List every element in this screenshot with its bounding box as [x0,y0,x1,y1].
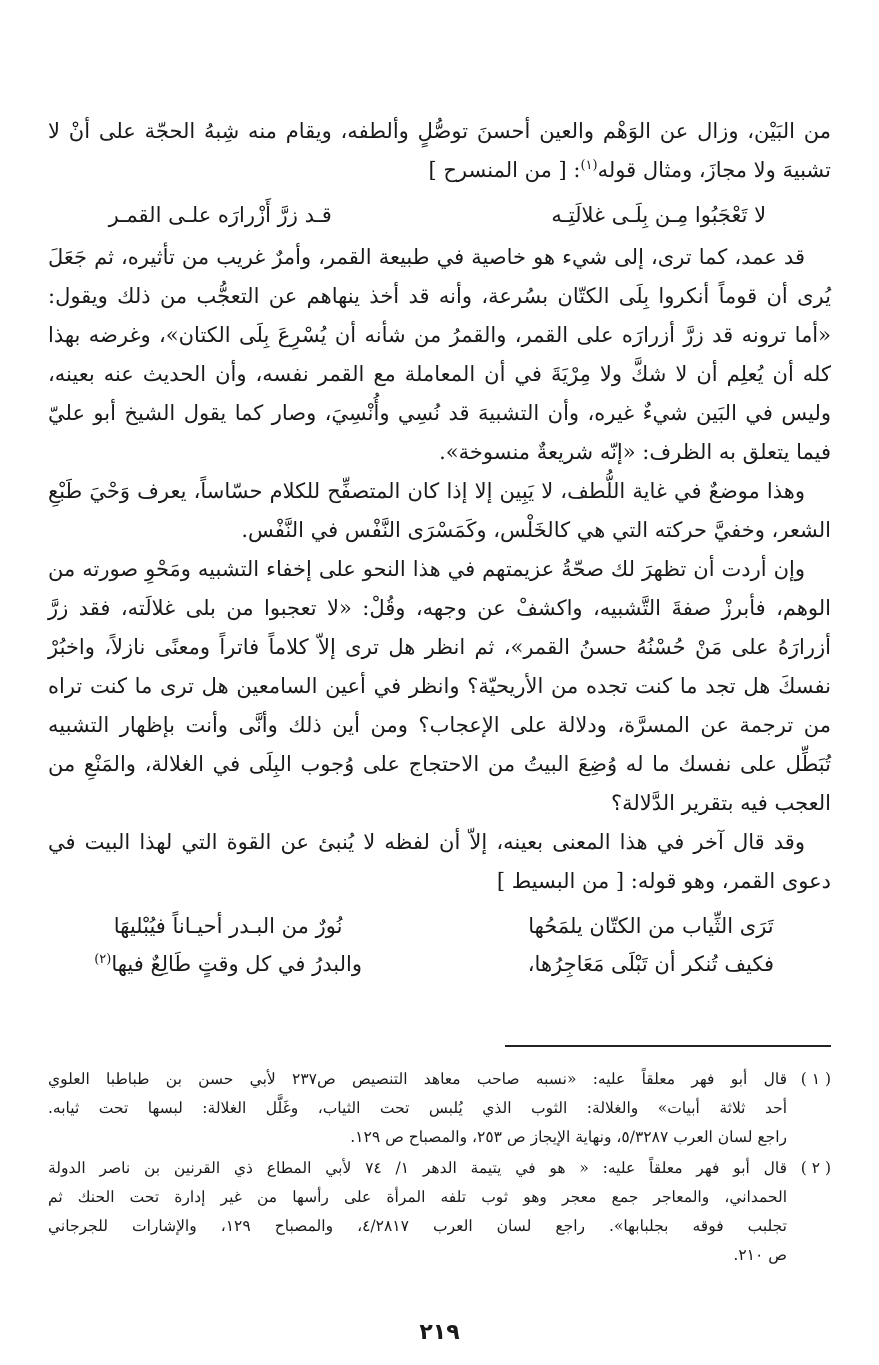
footnote-number: ( ١ ) [800,1070,831,1088]
footnote-line: أحد ثلاثة أبيات» والغلالة: الثوب الذي يُلبس تحت الثياب، وغَلَّل الغلالة: لبسها تحت ثيابه. [48,1099,787,1117]
footnote-number: ( ٢ ) [800,1159,831,1177]
paragraph-2: قد عمد، كما ترى، إلى شيء هو خاصية في طبيعة القمر، وأمرٌ غريب من تأثيره، ثم جَعَلَ يُرى أن قوماً أنكروا بِلَى الكتّان بسُرعة، وأنه قد أخذ ينهاهم عن التعجُّب من ذلك ويقول: «أما ترونه قد زرَّ أزرارَه على القمر، والقمرُ من شأنه أن يُسْرِعَ بِلَى الكتان»، وغرضه بهذا كله أن يُعلِم أن لا شكَّ ولا مِرْيَةَ في أن المعاملة مع القمر نفسه، وأن الحديث عنه بعينه، وليس في البَين شيءٌ غيره، وأن التشبيهَ قد نُسِي وأُنْسِيَ، وصار كما يقول الشيخ أبو عليّ فيما يتعلق به الظرف: «إنّه شريعةٌ منسوخة». [48,245,831,464]
footnote-text [48,1154,787,1270]
footnote-separator [505,1045,831,1047]
verse-second-hemistich: نُورٌ من البـدر أحيـاناً فيُبْليهَا [113,914,343,938]
footnote-line: تجلبب فوقه بجلبابها». راجع لسان العرب ٤/٢٨١٧، والمصباح ١٢٩، والإشارات للجرجاني [48,1217,787,1235]
paragraph-1 [48,112,831,190]
meter-label-munsarih: : [ من المنسرح ] [428,158,581,182]
footnote-line: الحمداني، والمعاجر جمع معجر وهو ثوب تلفه المرأة على رأسها من غير إدارة تحت الحنك ثم [48,1188,787,1206]
paragraph-5: وقد قال آخر في هذا المعنى بعينه، إلاّ أن لفظه لا يُنبئ عن القوة التي لهذا البيت في دعوى القمر، وهو قوله: [ من البسيط ] [48,830,831,893]
main-text [48,112,831,987]
verse-line [48,945,831,983]
footnote-text [48,1065,787,1152]
footnote-ref-2[interactable]: (٢) [94,952,112,967]
verse-second-hemistich: قـد زرَّ أَزْرارَه علـى القمـر [108,203,332,227]
verse-line [48,907,831,945]
verse-block-1 [48,196,831,234]
verse-second-hemistich [48,945,408,983]
footnote-2 [48,1154,831,1270]
paragraph-1-text: من البَيْن، وزال عن الوَهْم والعين أحسنَ توصُّلٍ وألطفه، ويقام منه شِبهُ الحجّة على أنْ لا تشبيهَ ولا مجازَ، ومثال قوله [48,119,831,182]
footnotes [48,1065,831,1272]
footnote-line: قال أبو فهر معلقاً عليه: «نسبه صاحب معاهد التنصيص ص٢٣٧ لأبي حسن بن طباطبا العلوي [48,1070,787,1088]
verse-line [48,196,831,234]
page-number: ٢١٩ [419,1320,460,1345]
footnote-ref-1[interactable]: (١) [580,158,598,173]
verse-first-hemistich: لا تَعْجَبُوا مِـن بِلَـى غلالَتِـه [551,203,767,227]
verse-first-hemistich: فكيف تُنكر أن تَبْلَى مَعَاجِرُها، [527,952,775,976]
footnote-line: قال أبو فهر معلقاً عليه: « هو في يتيمة الدهر ١/ ٧٤ لأبي المطاع ذي القرنين بن ناصر الدولة [48,1159,787,1177]
footnote-line: ص ٢١٠. [733,1246,787,1264]
verse-second-hemistich-text: والبدرُ في كل وقتٍ طَالِعٌ فيها [111,952,362,976]
verse-first-hemistich: تَرَى الثِّياب من الكتّان يلمَحُها [528,914,774,938]
verse-block-2 [48,907,831,983]
paragraph-3: وهذا موضعٌ في غاية اللُّطف، لا يَبِين إلا إذا كان المتصفِّح للكلام حسّاساً، يعرف وَحْيَ طَبْعِ الشعر، وخفيَّ حركته التي هي كالخَلْس، وكَمَسْرَى النَّفْس في النَّفْس. [48,479,831,542]
paragraph-4: وإن أردت أن تظهرَ لك صحّةُ عزيمتهم في هذا النحو على إخفاء التشبيه ومَحْوِ صورته من الوهم، فأبرزْ صفةَ التَّشبيه، واكشفْ عن وجهه، وقُلْ: «لا تعجبوا من بلى غلالَته، فقد زرَّ أزرارَهُ على مَنْ حُسْنُهُ حسنُ القمر»، ثم انظر هل ترى إلاّ كلاماً فاتراً ومعنًى نازلاً، واخبُرْ نفسكَ هل تجد ما كنت تجده من الأريحيّة؟ وانظر في أعين السامعين هل ترى ما كنت تراه من ترجمة عن المسرَّة، ودلالة على الإعجاب؟ ومن أين ذلك وأنَّى وأنت بإظهار التشبيه تُبَطِّل على نفسك ما له وُضِعَ البيتُ من الاحتجاج على وُجوب البِلَى في الغلالة، والمَنْعِ من العجب فيه بتقرير الدَّلالة؟ [48,557,831,815]
footnote-line: راجع لسان العرب ٥/٣٢٨٧، ونهاية الإيجاز ص ٢٥٣، والمصباح ص ١٢٩. [350,1128,787,1146]
footnote-1 [48,1065,831,1152]
